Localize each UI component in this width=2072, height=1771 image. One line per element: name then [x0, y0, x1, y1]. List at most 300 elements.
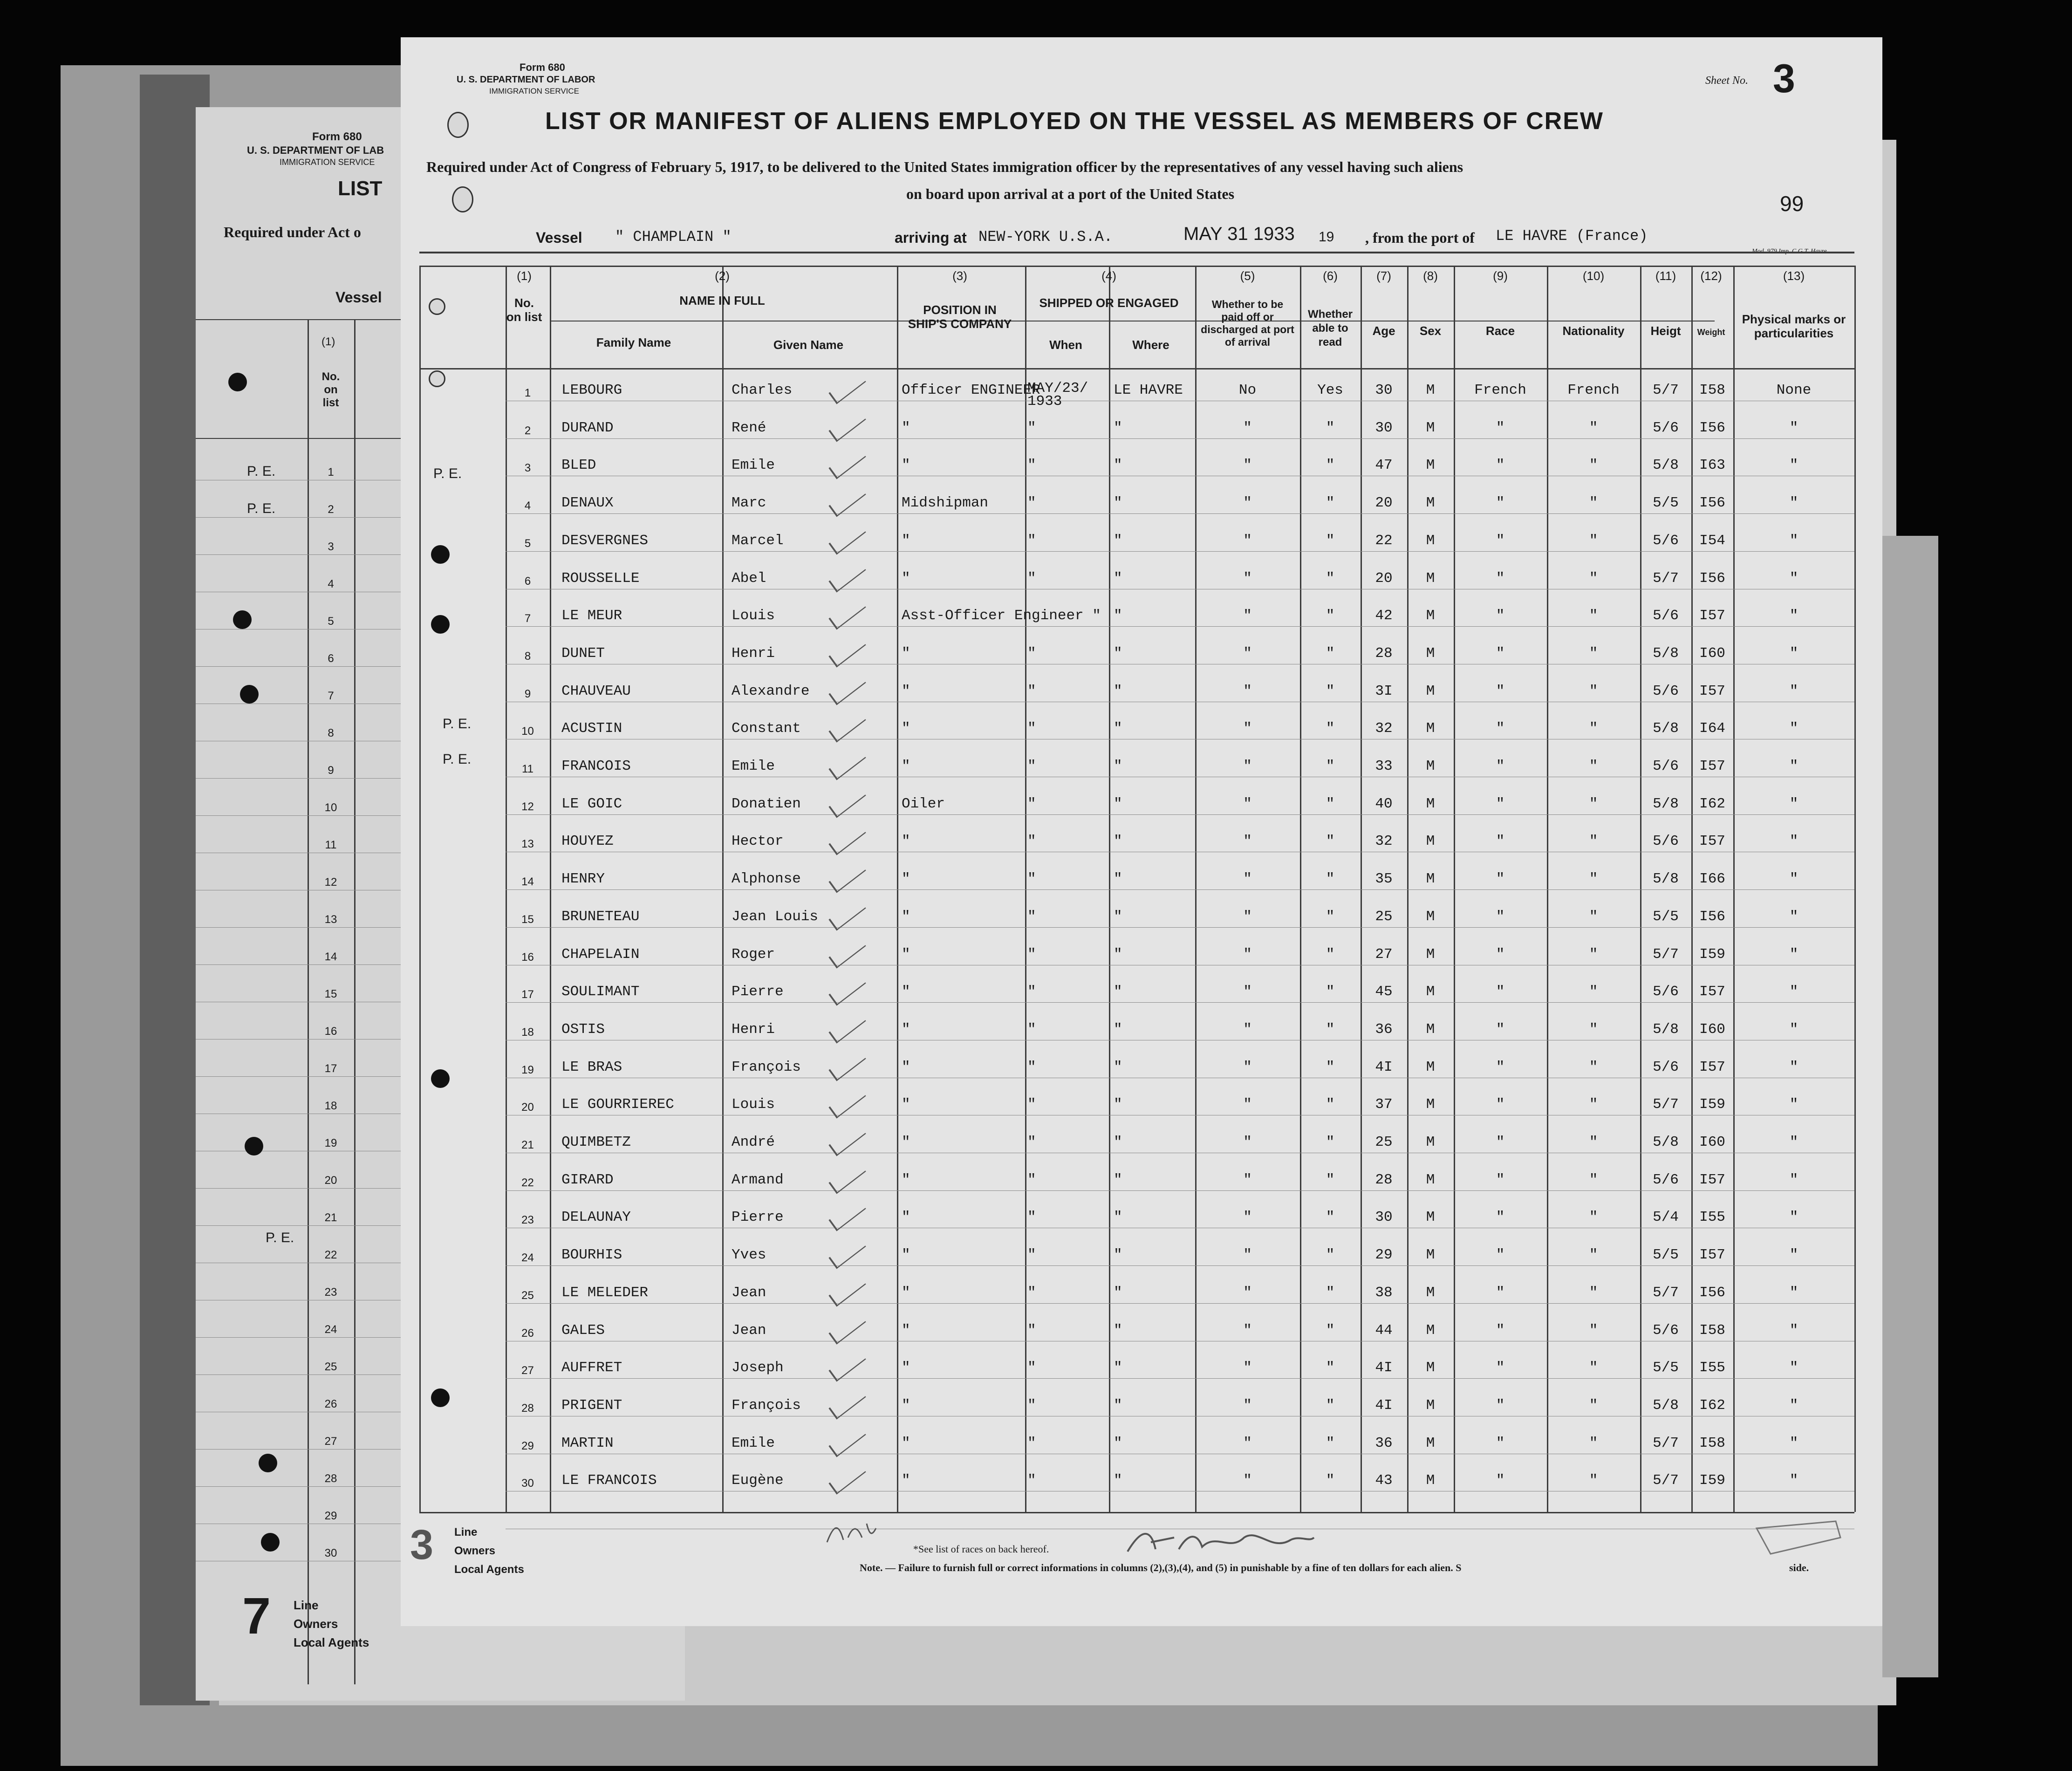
col2-number: (2) [715, 269, 730, 283]
cell-weight: I59 [1699, 1096, 1725, 1113]
punch-hole [261, 1533, 280, 1552]
cell-when: " [1027, 984, 1036, 1000]
cell-nationality: " [1589, 645, 1598, 662]
cell-read: " [1326, 1360, 1335, 1376]
back-sheet-big-number: 7 [242, 1587, 271, 1645]
cell-sex: M [1426, 1360, 1435, 1376]
cell-given: Emile [732, 1435, 775, 1451]
cell-race: " [1496, 1172, 1505, 1188]
cell-sex: M [1426, 570, 1435, 587]
cell-position: " [902, 457, 910, 473]
back-row-number: 25 [324, 1361, 337, 1373]
binder-hole [447, 112, 469, 138]
cell-where: " [1114, 1322, 1122, 1339]
cell-when: " [1027, 495, 1036, 511]
check-mark [828, 1085, 866, 1118]
cell-race: " [1496, 495, 1505, 511]
cell-position: " [902, 1209, 910, 1225]
cell-age: 28 [1375, 1172, 1393, 1188]
cell-weight: I58 [1699, 1322, 1725, 1339]
back-row-number: 24 [324, 1323, 337, 1336]
cell-given: François [732, 1059, 801, 1075]
cell-marks: " [1789, 1472, 1798, 1489]
cell-race: " [1496, 608, 1505, 624]
cell-family: CHAPELAIN [561, 946, 640, 963]
cell-family: BLED [561, 457, 596, 473]
cell-marks: " [1789, 984, 1798, 1000]
from-port: LE HAVRE (France) [1496, 227, 1648, 245]
cell-position: " [902, 1285, 910, 1301]
cell-paid: " [1243, 1397, 1252, 1414]
vessel-label: Vessel [536, 229, 582, 246]
cell-weight: I56 [1699, 1285, 1725, 1301]
cell-position: " [902, 1472, 910, 1489]
cell-height: 5/6 [1653, 833, 1679, 849]
cell-height: 5/5 [1653, 909, 1679, 925]
cell-age: 20 [1375, 495, 1393, 511]
cell-when: " [1027, 833, 1036, 849]
back-row-number: 9 [328, 764, 334, 777]
cell-sex: M [1426, 1172, 1435, 1188]
cell-given: Jean [732, 1322, 766, 1339]
cell-where: " [1114, 1397, 1122, 1414]
signature [1123, 1524, 1319, 1561]
cell-weight: I56 [1699, 909, 1725, 925]
cell-when: " [1027, 1021, 1036, 1038]
binder-hole [429, 298, 445, 315]
cell-marks: None [1776, 382, 1812, 398]
punch-hole [431, 545, 450, 564]
cell-no: 3 [524, 462, 531, 474]
cell-marks: " [1789, 570, 1798, 587]
table-column-rule [1854, 266, 1856, 1512]
cell-race: " [1496, 833, 1505, 849]
cell-sex: M [1426, 533, 1435, 549]
cell-age: 36 [1375, 1435, 1393, 1451]
cell-nationality: " [1589, 1472, 1598, 1489]
footer-line-label: Line [454, 1526, 478, 1539]
cell-read: " [1326, 1172, 1335, 1188]
cell-position: Asst-Officer Engineer " [902, 608, 1101, 624]
check-mark [828, 897, 866, 930]
cell-family: LE GOIC [561, 796, 622, 812]
cell-nationality: " [1589, 758, 1598, 774]
check-mark [828, 1010, 866, 1043]
cell-paid: " [1243, 608, 1252, 624]
cell-family: ROUSSELLE [561, 570, 640, 587]
cell-read: " [1326, 1096, 1335, 1113]
table-row-rule [506, 927, 1854, 928]
cell-family: HENRY [561, 871, 605, 887]
cell-sex: M [1426, 1096, 1435, 1113]
cell-weight: I56 [1699, 420, 1725, 436]
back-row-number: 26 [324, 1398, 337, 1410]
cell-nationality: " [1589, 833, 1598, 849]
cell-height: 5/7 [1653, 382, 1679, 398]
table-row-rule [506, 626, 1854, 627]
cell-read: Yes [1317, 382, 1343, 398]
back-pe-mark: P. E. [266, 1230, 294, 1245]
cell-given: Emile [732, 758, 775, 774]
cell-read: " [1326, 796, 1335, 812]
col9-header: Race [1485, 324, 1515, 338]
cell-given: Marcel [732, 533, 784, 549]
cell-family: ACUSTIN [561, 720, 622, 737]
cell-no: 1 [524, 387, 531, 399]
cell-where: " [1114, 946, 1122, 963]
cell-sex: M [1426, 382, 1435, 398]
punch-hole [431, 1388, 450, 1407]
cell-no: 23 [521, 1214, 534, 1226]
cell-height: 5/6 [1653, 1322, 1679, 1339]
cell-given: Armand [732, 1172, 784, 1188]
subtitle-line-2: on board upon arrival at a port of the United States [906, 185, 1235, 202]
back-row-number: 16 [324, 1025, 337, 1038]
cell-paid: " [1243, 533, 1252, 549]
cell-marks: " [1789, 457, 1798, 473]
cell-sex: M [1426, 1435, 1435, 1451]
cell-race: " [1496, 1096, 1505, 1113]
cell-race: " [1496, 984, 1505, 1000]
col13-header: Physical marks or particularities [1742, 312, 1846, 340]
cell-when: " [1027, 1285, 1036, 1301]
cell-marks: " [1789, 420, 1798, 436]
cell-given: Roger [732, 946, 775, 963]
pe-mark: P. E. [443, 716, 472, 732]
cell-weight: I55 [1699, 1209, 1725, 1225]
cell-position: " [902, 1435, 910, 1451]
punch-hole [228, 373, 247, 391]
cell-race: " [1496, 533, 1505, 549]
cell-given: Donatien [732, 796, 801, 812]
cell-given: Constant [732, 720, 801, 737]
cell-race: " [1496, 1285, 1505, 1301]
cell-marks: " [1789, 1322, 1798, 1339]
cell-sex: M [1426, 796, 1435, 812]
cell-nationality: " [1589, 1397, 1598, 1414]
cell-paid: " [1243, 1172, 1252, 1188]
check-mark [828, 1160, 866, 1194]
cell-family: DENAUX [561, 495, 614, 511]
cell-age: 44 [1375, 1322, 1393, 1339]
cell-age: 27 [1375, 946, 1393, 963]
footer-agents-label: Local Agents [454, 1563, 524, 1576]
cell-nationality: " [1589, 871, 1598, 887]
cell-nationality: " [1589, 984, 1598, 1000]
cell-where: " [1114, 758, 1122, 774]
cell-nationality: " [1589, 720, 1598, 737]
back-row-number: 23 [324, 1286, 337, 1299]
cell-no: 17 [521, 988, 534, 1001]
cell-family: MARTIN [561, 1435, 614, 1451]
cell-read: " [1326, 645, 1335, 662]
cell-where: " [1114, 1021, 1122, 1038]
cell-read: " [1326, 1134, 1335, 1150]
cell-paid: " [1243, 1247, 1252, 1263]
corner-number: 99 [1780, 191, 1804, 216]
races-note: *See list of races on back hereof. [913, 1543, 1049, 1555]
department: U. S. DEPARTMENT OF LABOR [457, 75, 595, 85]
cell-height: 5/6 [1653, 1059, 1679, 1075]
back-row-number: 18 [324, 1100, 337, 1112]
cell-height: 5/5 [1653, 1360, 1679, 1376]
cell-age: 25 [1375, 1134, 1393, 1150]
cell-marks: " [1789, 608, 1798, 624]
cell-race: " [1496, 1322, 1505, 1339]
cell-paid: " [1243, 1134, 1252, 1150]
cell-given: Joseph [732, 1360, 784, 1376]
cell-marks: " [1789, 871, 1798, 887]
cell-weight: I57 [1699, 608, 1725, 624]
cell-weight: I57 [1699, 1172, 1725, 1188]
cell-height: 5/8 [1653, 645, 1679, 662]
cell-when: " [1027, 683, 1036, 699]
cell-no: 29 [521, 1440, 534, 1452]
cell-family: FRANCOIS [561, 758, 631, 774]
cell-paid: " [1243, 984, 1252, 1000]
cell-nationality: " [1589, 909, 1598, 925]
cell-race: " [1496, 909, 1505, 925]
cell-family: SOULIMANT [561, 984, 640, 1000]
table-column-rule [1025, 266, 1026, 1512]
back-row-number: 8 [328, 727, 334, 739]
cell-age: 42 [1375, 608, 1393, 624]
cell-given: Henri [732, 1021, 775, 1038]
cell-given: Charles [732, 382, 793, 398]
col9-number: (9) [1493, 269, 1508, 283]
manifest-sheet [401, 37, 1882, 1626]
col8-number: (8) [1423, 269, 1438, 283]
table-column-rule [506, 266, 507, 1512]
back-required-fragment: Required under Act o [224, 224, 361, 240]
arriving-label: arriving at [895, 229, 967, 246]
cell-marks: " [1789, 720, 1798, 737]
cell-when: " [1027, 909, 1036, 925]
cell-where: " [1114, 683, 1122, 699]
check-mark [828, 1311, 866, 1344]
cell-sex: M [1426, 1134, 1435, 1150]
cell-where: " [1114, 1096, 1122, 1113]
back-row-number: 11 [325, 839, 337, 851]
back-line-label: Line [294, 1598, 319, 1612]
cell-age: 43 [1375, 1472, 1393, 1489]
cell-given: Alphonse [732, 871, 801, 887]
cell-position: " [902, 683, 910, 699]
cell-read: " [1326, 984, 1335, 1000]
cell-weight: I60 [1699, 1134, 1725, 1150]
back-col-num: (1) [321, 335, 335, 348]
cell-read: " [1326, 946, 1335, 963]
back-pe-mark: P. E. [247, 501, 276, 516]
cell-no: 4 [524, 499, 531, 512]
check-mark [828, 1273, 866, 1306]
cell-given: René [732, 420, 766, 436]
back-row-number: 12 [324, 876, 337, 889]
cell-nationality: " [1589, 1360, 1598, 1376]
back-row-number: 30 [324, 1547, 337, 1559]
cell-given: Louis [732, 1096, 775, 1113]
cell-age: 4I [1375, 1059, 1393, 1075]
cell-where: " [1114, 796, 1122, 812]
cell-no: 5 [524, 537, 531, 550]
cell-marks: " [1789, 645, 1798, 662]
cell-family: AUFFRET [561, 1360, 622, 1376]
cell-paid: " [1243, 1021, 1252, 1038]
col11-number: (11) [1655, 269, 1676, 283]
cell-family: LE BRAS [561, 1059, 622, 1075]
check-mark [828, 784, 866, 818]
cell-position: " [902, 871, 910, 887]
cell-nationality: " [1589, 570, 1598, 587]
cell-where: " [1114, 1209, 1122, 1225]
cell-weight: I59 [1699, 946, 1725, 963]
cell-read: " [1326, 1435, 1335, 1451]
back-row-number: 2 [328, 503, 334, 516]
cell-no: 12 [521, 800, 534, 813]
page-corner-fold [1752, 1519, 1845, 1556]
punch-hole [431, 1069, 450, 1088]
back-owners-label: Owners [294, 1617, 338, 1631]
cell-height: 5/7 [1653, 1285, 1679, 1301]
cell-when: MAY/23/ 1933 [1027, 380, 1088, 410]
cell-paid: " [1243, 1435, 1252, 1451]
back-row-number: 3 [328, 540, 334, 553]
cell-sex: M [1426, 1059, 1435, 1075]
cell-race: " [1496, 1247, 1505, 1263]
cell-nationality: " [1589, 420, 1598, 436]
cell-weight: I57 [1699, 683, 1725, 699]
cell-given: Abel [732, 570, 766, 587]
cell-marks: " [1789, 495, 1798, 511]
check-mark [828, 671, 866, 705]
cell-height: 5/7 [1653, 570, 1679, 587]
back-row-number: 28 [324, 1472, 337, 1485]
col12-header: Weight [1697, 328, 1725, 337]
check-mark [828, 1047, 866, 1081]
cell-read: " [1326, 495, 1335, 511]
col3-number: (3) [952, 269, 967, 283]
cell-no: 28 [521, 1402, 534, 1415]
cell-paid: " [1243, 833, 1252, 849]
manifest-title: LIST OR MANIFEST OF ALIENS EMPLOYED ON THE VESSEL AS MEMBERS OF CREW [545, 108, 1604, 135]
cell-paid: " [1243, 1209, 1252, 1225]
cell-height: 5/8 [1653, 720, 1679, 737]
table-column-rule [550, 266, 551, 1512]
cell-position: " [902, 1021, 910, 1038]
back-form-number: Form 680 [312, 130, 362, 143]
cell-no: 6 [524, 575, 531, 588]
back-row-number: 21 [324, 1211, 337, 1224]
cell-where: " [1114, 833, 1122, 849]
cell-position: " [902, 1397, 910, 1414]
punch-hole [233, 610, 252, 629]
cell-given: François [732, 1397, 801, 1414]
col4a-header: When [1049, 338, 1082, 352]
cell-paid: " [1243, 683, 1252, 699]
cell-race: " [1496, 420, 1505, 436]
cell-when: " [1027, 457, 1036, 473]
cell-height: 5/8 [1653, 457, 1679, 473]
cell-race: " [1496, 720, 1505, 737]
cell-nationality: " [1589, 683, 1598, 699]
table-row-rule [506, 1378, 1854, 1379]
cell-weight: I63 [1699, 457, 1725, 473]
cell-when: " [1027, 1247, 1036, 1263]
cell-when: " [1027, 1322, 1036, 1339]
back-row-number: 22 [324, 1249, 337, 1261]
cell-height: 5/4 [1653, 1209, 1679, 1225]
cell-when: " [1027, 720, 1036, 737]
check-mark [828, 408, 866, 442]
check-mark [828, 1386, 866, 1419]
cell-paid: " [1243, 420, 1252, 436]
cell-given: Yves [732, 1247, 766, 1263]
cell-weight: I58 [1699, 1435, 1725, 1451]
cell-no: 8 [524, 650, 531, 663]
back-service: IMMIGRATION SERVICE [280, 157, 375, 167]
col10-header: Nationality [1562, 324, 1625, 338]
cell-nationality: " [1589, 608, 1598, 624]
cell-sex: M [1426, 1209, 1435, 1225]
table-row-rule [506, 438, 1854, 439]
col1-number: (1) [517, 269, 532, 283]
cell-read: " [1326, 1021, 1335, 1038]
cell-sex: M [1426, 758, 1435, 774]
cell-when: " [1027, 420, 1036, 436]
cell-position: " [902, 946, 910, 963]
cell-given: Henri [732, 645, 775, 662]
cell-age: 30 [1375, 1209, 1393, 1225]
cell-sex: M [1426, 1322, 1435, 1339]
back-row-number: 10 [324, 801, 337, 814]
col4-number: (4) [1101, 269, 1116, 283]
back-title-fragment: LIST [338, 177, 383, 200]
cell-read: " [1326, 1209, 1335, 1225]
cell-weight: I56 [1699, 495, 1725, 511]
cell-position: " [902, 645, 910, 662]
cell-when: " [1027, 570, 1036, 587]
cell-when: " [1027, 871, 1036, 887]
cell-position: " [902, 1247, 910, 1263]
cell-race: " [1496, 1472, 1505, 1489]
cell-height: 5/6 [1653, 533, 1679, 549]
back-row-number: 13 [324, 913, 337, 926]
cell-where: " [1114, 720, 1122, 737]
cell-height: 5/7 [1653, 1435, 1679, 1451]
cell-race: " [1496, 946, 1505, 963]
cell-when: " [1027, 1134, 1036, 1150]
cell-read: " [1326, 1322, 1335, 1339]
cell-marks: " [1789, 758, 1798, 774]
cell-marks: " [1789, 909, 1798, 925]
cell-weight: I56 [1699, 570, 1725, 587]
cell-position: " [902, 1096, 910, 1113]
arriving-port: NEW-YORK U.S.A. [978, 228, 1113, 246]
cell-height: 5/7 [1653, 1096, 1679, 1113]
cell-read: " [1326, 570, 1335, 587]
cell-no: 9 [524, 688, 531, 700]
back-row-number: 17 [324, 1062, 337, 1075]
cell-race: " [1496, 683, 1505, 699]
cell-read: " [1326, 457, 1335, 473]
cell-when: " [1027, 1096, 1036, 1113]
pe-mark: P. E. [443, 752, 472, 767]
cell-where: " [1114, 909, 1122, 925]
cell-age: 38 [1375, 1285, 1393, 1301]
check-mark [828, 746, 866, 780]
cell-age: 32 [1375, 833, 1393, 849]
cell-sex: M [1426, 1285, 1435, 1301]
